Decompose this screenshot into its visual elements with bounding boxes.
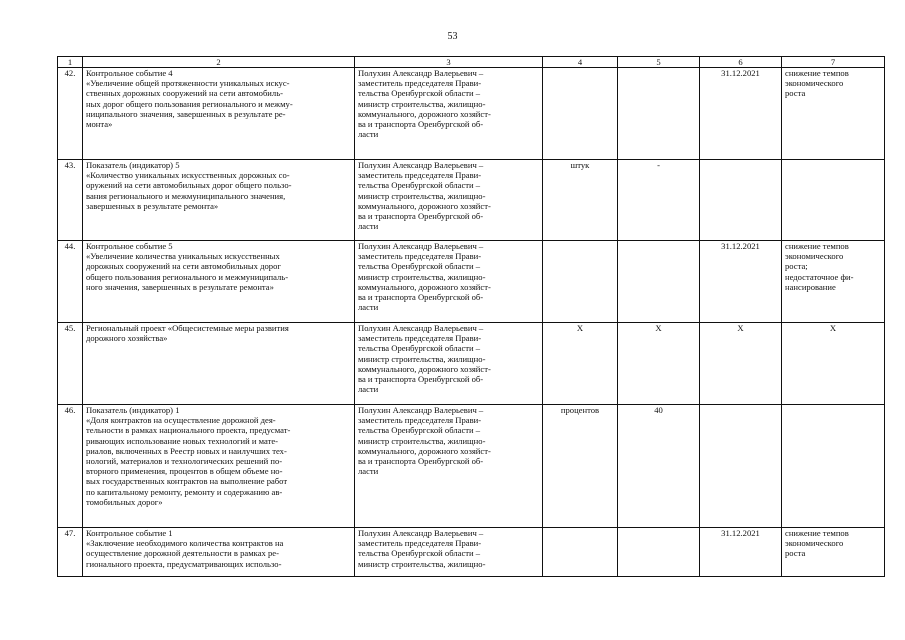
column-header-6: 6 (700, 57, 782, 68)
row-responsible: Полухин Александр Валерьевич – заместитель председателя Прави- тельства Оренбургской области – министр строительства, жилищно- коммунального, дорожного хозяйст- ва и транспорта Оренбургской об- ласти (355, 323, 543, 405)
row-responsible: Полухин Александр Валерьевич – заместитель председателя Прави- тельства Оренбургской области – министр строительства, жилищно- (355, 528, 543, 577)
plan-table (57, 56, 885, 577)
row-number: 45. (58, 323, 83, 405)
row-unit: Х (543, 323, 618, 405)
table-row (58, 160, 885, 241)
row-value (618, 241, 700, 323)
table-row (58, 528, 885, 577)
row-date: Х (700, 323, 782, 405)
row-value: Х (618, 323, 700, 405)
row-name: Показатель (индикатор) 5 «Количество уникальных искусственных дорожных со- оружений на сети автомобильных дорог общего пользо- вания регионального и межмуниципального значения, завершенных в результате ремонта» (83, 160, 355, 241)
row-risk: снижение темпов экономического роста (782, 528, 885, 577)
row-name: Контрольное событие 1 «Заключение необходимого количества контрактов на осуществление дорожной деятельности в рамках ре- гионального проекта, предусматривающих использо- (83, 528, 355, 577)
row-name: Контрольное событие 4 «Увеличение общей протяженности уникальных искус- ственных дорожных сооружений на сети автомобиль- ных дорог общего пользования регионального и межму- ниципального значения, завершенных в результате ре- монта» (83, 68, 355, 160)
row-responsible: Полухин Александр Валерьевич – заместитель председателя Прави- тельства Оренбургской области – министр строительства, жилищно- коммунального, дорожного хозяйст- ва и транспорта Оренбургской об- ласти (355, 160, 543, 241)
column-header-1: 1 (58, 57, 83, 68)
row-risk (782, 160, 885, 241)
column-header-7: 7 (782, 57, 885, 68)
row-value: - (618, 160, 700, 241)
table-row (58, 241, 885, 323)
table-row (58, 405, 885, 528)
page-number: 53 (447, 31, 458, 42)
table-row (58, 323, 885, 405)
row-unit: штук (543, 160, 618, 241)
row-unit: процентов (543, 405, 618, 528)
column-header-4: 4 (543, 57, 618, 68)
row-name: Региональный проект «Общесистемные меры развития дорожного хозяйства» (83, 323, 355, 405)
row-number: 43. (58, 160, 83, 241)
row-value (618, 68, 700, 160)
row-name: Показатель (индикатор) 1 «Доля контрактов на осуществление дорожной дея- тельности в рамках национального проекта, предусмат- ривающих использование новых технологий и мате- риалов, включенных в Реестр новых и наилучших тех- нологий, материалов и технологических решений по- вторного применения, процентов в общем объеме но- вых государственных контрактов на выполнение работ по капитальному ремонту, ремонту и содержанию ав- томобильных дорог» (83, 405, 355, 528)
row-unit (543, 68, 618, 160)
row-number: 44. (58, 241, 83, 323)
row-number: 47. (58, 528, 83, 577)
header-row (58, 57, 885, 68)
row-unit (543, 241, 618, 323)
row-name: Контрольное событие 5 «Увеличение количества уникальных искусственных дорожных сооружений на сети автомобильных дорог общего пользования регионального и межмуниципаль- ного значения, завершенных в результате ремонта» (83, 241, 355, 323)
column-header-3: 3 (355, 57, 543, 68)
table-row (58, 68, 885, 160)
row-responsible: Полухин Александр Валерьевич – заместитель председателя Прави- тельства Оренбургской области – министр строительства, жилищно- коммунального, дорожного хозяйст- ва и транспорта Оренбургской об- ласти (355, 68, 543, 160)
row-unit (543, 528, 618, 577)
column-header-5: 5 (618, 57, 700, 68)
row-date (700, 160, 782, 241)
row-value (618, 528, 700, 577)
row-date: 31.12.2021 (700, 528, 782, 577)
row-risk: Х (782, 323, 885, 405)
row-date (700, 405, 782, 528)
row-date: 31.12.2021 (700, 68, 782, 160)
row-number: 46. (58, 405, 83, 528)
row-responsible: Полухин Александр Валерьевич – заместитель председателя Прави- тельства Оренбургской области – министр строительства, жилищно- коммунального, дорожного хозяйст- ва и транспорта Оренбургской об- ласти (355, 405, 543, 528)
row-date: 31.12.2021 (700, 241, 782, 323)
row-number: 42. (58, 68, 83, 160)
row-responsible: Полухин Александр Валерьевич – заместитель председателя Прави- тельства Оренбургской области – министр строительства, жилищно- коммунального, дорожного хозяйст- ва и транспорта Оренбургской об- ласти (355, 241, 543, 323)
row-risk: снижение темпов экономического роста; недостаточное фи- нансирование (782, 241, 885, 323)
row-risk: снижение темпов экономического роста (782, 68, 885, 160)
row-value: 40 (618, 405, 700, 528)
row-risk (782, 405, 885, 528)
column-header-2: 2 (83, 57, 355, 68)
